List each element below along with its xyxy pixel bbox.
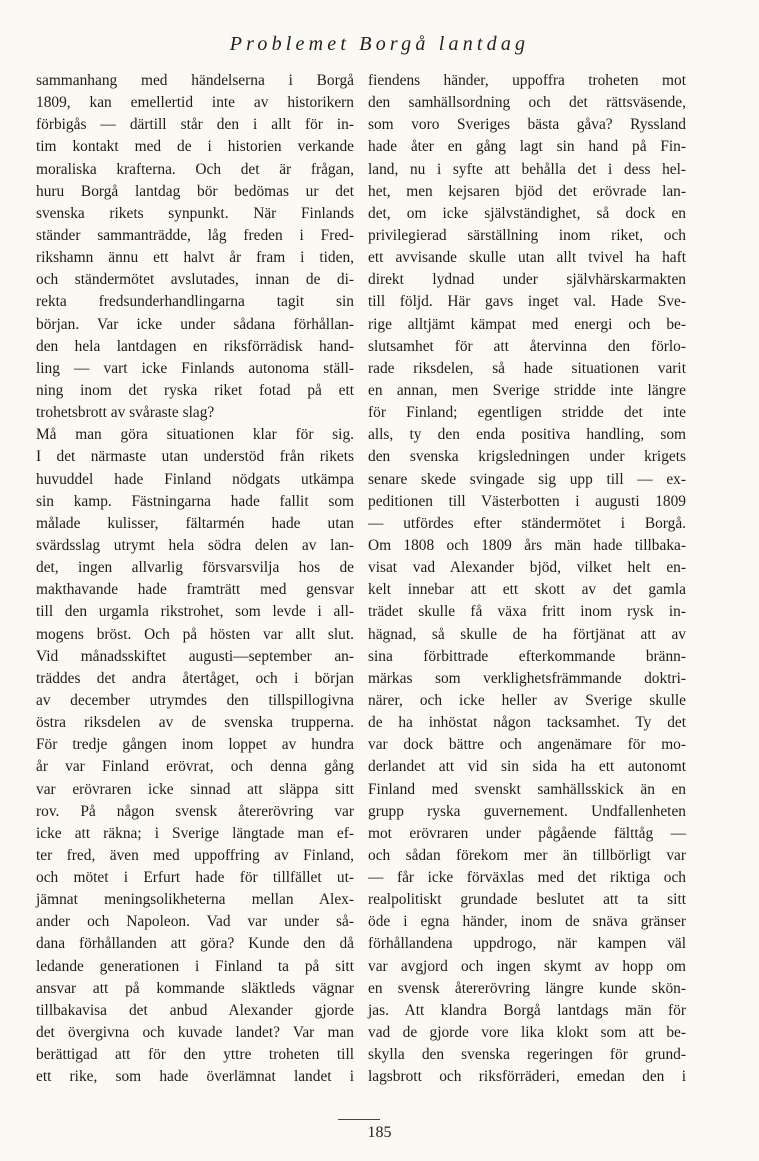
- text-line: sin kamp. Fästningarna hade fallit som: [36, 492, 354, 510]
- text-line: förbigås — därtill står den i allt för in-: [36, 116, 354, 134]
- text-line: till den urgamla rikstrohet, som levde i all-: [36, 603, 354, 621]
- text-line: och sådan förekom mer än tillbörligt var: [368, 846, 686, 864]
- text-line: I det närmaste utan understöd från rikets: [36, 448, 354, 466]
- text-line: närer, och icke heller av Sverige skulle: [368, 691, 686, 709]
- text-line: 1809, kan emellertid inte av historikern: [36, 94, 354, 112]
- text-line: senare skede svingade sig upp till — ex-: [368, 470, 686, 488]
- right-column: [368, 70, 686, 1088]
- text-line: en annan, men Sverige stridde inte längre: [368, 381, 686, 399]
- text-line: en svensk återerövring längre kunde skön-: [368, 979, 686, 997]
- text-line: — utfördes efter ständermötet i Borgå.: [368, 514, 686, 532]
- text-line: icke att räkna; i Sverige längtade man ef-: [36, 824, 354, 842]
- text-line: hade åter en gång lagt sin hand på Fin-: [368, 138, 686, 156]
- text-line: sina förbittrade efterkommande bränn-: [368, 647, 686, 665]
- text-line: det, ingen allvarlig försvarsvilja hos de: [36, 559, 354, 577]
- text-line: ter fred, även med uppoffring av Finland,: [36, 846, 354, 864]
- text-line: var avgjord och ingen skymt av hopp om: [368, 957, 686, 975]
- text-line: trohetsbrott av svåraste slag?: [36, 404, 215, 422]
- text-line: år var Finland erövrat, och denna gång: [36, 758, 354, 776]
- text-line: förhållandena uppdrogo, när kampen väl: [368, 935, 686, 953]
- text-line: var erövraren icke sinnad att släppa sitt: [36, 780, 354, 798]
- text-line: huvuddel hade Finland nödgats utkämpa: [36, 470, 354, 488]
- text-line: ling — vart icke Finlands autonoma ställ-: [36, 359, 354, 377]
- text-line: rekta fredsunderhandlingarna tagit sin: [36, 293, 354, 311]
- text-line: rade riksdelen, så hade situationen varit: [368, 359, 686, 377]
- text-line: privilegierad särställning inom riket, och: [368, 226, 686, 244]
- left-column: [36, 70, 354, 1088]
- text-line: Finland med svenskt samhällsskick än en: [368, 780, 686, 798]
- text-line: den svenska krigsledningen under krigets: [368, 448, 686, 466]
- text-line: träddes det andra återtåget, och i början: [36, 669, 354, 687]
- text-line: realpolitiskt grundade beslutet att ta sitt: [368, 891, 686, 909]
- text-line: tillbakavisa det anbud Alexander gjorde: [36, 1001, 354, 1019]
- text-line: jämnat meningsolikheterna mellan Alex-: [36, 891, 354, 909]
- text-line: skylla den svenska regeringen för grund-: [368, 1046, 686, 1064]
- text-line: mogens bröst. Och på hösten var allt slut.: [36, 625, 354, 643]
- text-line: märkas som verklighetsfrämmande doktri-: [368, 669, 686, 687]
- text-line: slutsamhet för att återvinna den förlo-: [368, 337, 686, 355]
- text-line: — får icke förväxlas med det riktiga och: [368, 869, 686, 887]
- text-line: till följd. Här gavs inget val. Hade Sve-: [368, 293, 686, 311]
- text-line: kelt innebar att ett skott av det gamla: [368, 581, 686, 599]
- text-line: peditionen till Västerbotten i augusti 1809: [368, 492, 686, 510]
- text-line: jas. Att klandra Borgå lantdags män för: [368, 1001, 686, 1019]
- page-number: 185: [0, 1124, 759, 1142]
- text-line: vad de gjorde vore lika klokt som att be-: [368, 1024, 686, 1042]
- text-line: direkt lydnad under självhärskarmakten: [368, 271, 686, 289]
- text-line: ett avvisande skulle utan allt tvivel ha haft: [368, 249, 686, 267]
- text-line: rikshamn ännu ett halvt år fram i tiden,: [36, 249, 354, 267]
- text-line: den samhällsordning och det rättsväsende,: [368, 94, 686, 112]
- text-line: trädet skulle få växa fritt inom rysk in-: [368, 603, 686, 621]
- text-line: Vid månadsskiftet augusti—september an-: [36, 647, 354, 665]
- text-line: mot erövraren under pågående fälttåg —: [368, 824, 686, 842]
- text-line: grupp ryska guvernement. Undfallenheten: [368, 802, 686, 820]
- text-line: ning inom det ryska riket fotad på ett: [36, 381, 354, 399]
- text-line: derlandet att vid sin sida ha ett autonomt: [368, 758, 686, 776]
- text-line: var dock bättre och angenämare för mo-: [368, 736, 686, 754]
- text-line: Må man göra situationen klar för sig.: [36, 426, 354, 444]
- text-line: och ständermötet avslutades, innan de di-: [36, 271, 354, 289]
- text-line: som voro Sveriges bästa gåva? Ryssland: [368, 116, 686, 134]
- text-line: berättigad att för den yttre troheten till: [36, 1046, 354, 1064]
- text-line: dana förhållanden att göra? Kunde den då: [36, 935, 354, 953]
- text-line: land, nu i syfte att behålla det i dess hel-: [368, 160, 686, 178]
- text-line: och mötet i Erfurt hade för tillfället ut-: [36, 869, 354, 887]
- text-line: början. Var icke under sådana förhållan-: [36, 315, 354, 333]
- text-line: av december utrymdes den tillspillogivna: [36, 691, 354, 709]
- text-line: ansvar att på kommande släktleds vägnar: [36, 979, 354, 997]
- text-line: moraliska krafterna. Och det är frågan,: [36, 160, 354, 178]
- text-line: huru Borgå lantdag bör bedömas ur det: [36, 182, 354, 200]
- text-line: het, men kejsaren bjöd det erövrade lan-: [368, 182, 686, 200]
- text-line: det, om icke självständighet, så dock en: [368, 204, 686, 222]
- text-line: östra riksdelen av de svenska trupperna.: [36, 714, 354, 732]
- text-line: alls, ty den enda positiva handling, som: [368, 426, 686, 444]
- text-line: För tredje gången inom loppet av hundra: [36, 736, 354, 754]
- text-line: ständer sammanträdde, låg freden i Fred-: [36, 226, 354, 244]
- text-line: öde i egna händer, inom de snäva gränser: [368, 913, 686, 931]
- text-line: de ha inhöstat någon tacksamhet. Ty det: [368, 714, 686, 732]
- text-line: rov. På någon svensk återerövring var: [36, 802, 354, 820]
- text-line: det övergivna och kuvade landet? Var man: [36, 1024, 354, 1042]
- text-line: ledande generationen i Finland ta på sitt: [36, 957, 354, 975]
- text-line: makthavande hade framträtt med gensvar: [36, 581, 354, 599]
- text-line: hägnad, så skulle de ha förtjänat att av: [368, 625, 686, 643]
- text-line: målade kulisser, fältarmén hade utan: [36, 514, 354, 532]
- text-line: lagsbrott och riksförräderi, emedan den i: [368, 1068, 686, 1086]
- running-title: Problemet Borgå lantdag: [229, 33, 530, 55]
- text-line: rige alltjämt kämpat med energi och be-: [368, 315, 686, 333]
- text-line: tim kontakt med de i historien verkande: [36, 138, 354, 156]
- text-line: för Finland; egentligen stridde det inte: [368, 404, 686, 422]
- text-line: sammanhang med händelserna i Borgå: [36, 72, 354, 89]
- text-line: svärdsslag utrymt hela södra delen av lan-: [36, 536, 354, 554]
- text-line: ander och Napoleon. Vad var under så-: [36, 913, 354, 931]
- text-line: svenska rikets synpunkt. När Finlands: [36, 204, 354, 222]
- text-line: visat vad Alexander bjöd, vilket helt en-: [368, 559, 686, 577]
- text-line: ett rike, som hade överlämnat landet i: [36, 1068, 354, 1086]
- text-line: fiendens händer, uppoffra troheten mot: [368, 72, 686, 89]
- text-line: den hela lantdagen en riksförrädisk hand-: [36, 337, 354, 355]
- text-line: Om 1808 och 1809 års män hade tillbaka-: [368, 536, 686, 554]
